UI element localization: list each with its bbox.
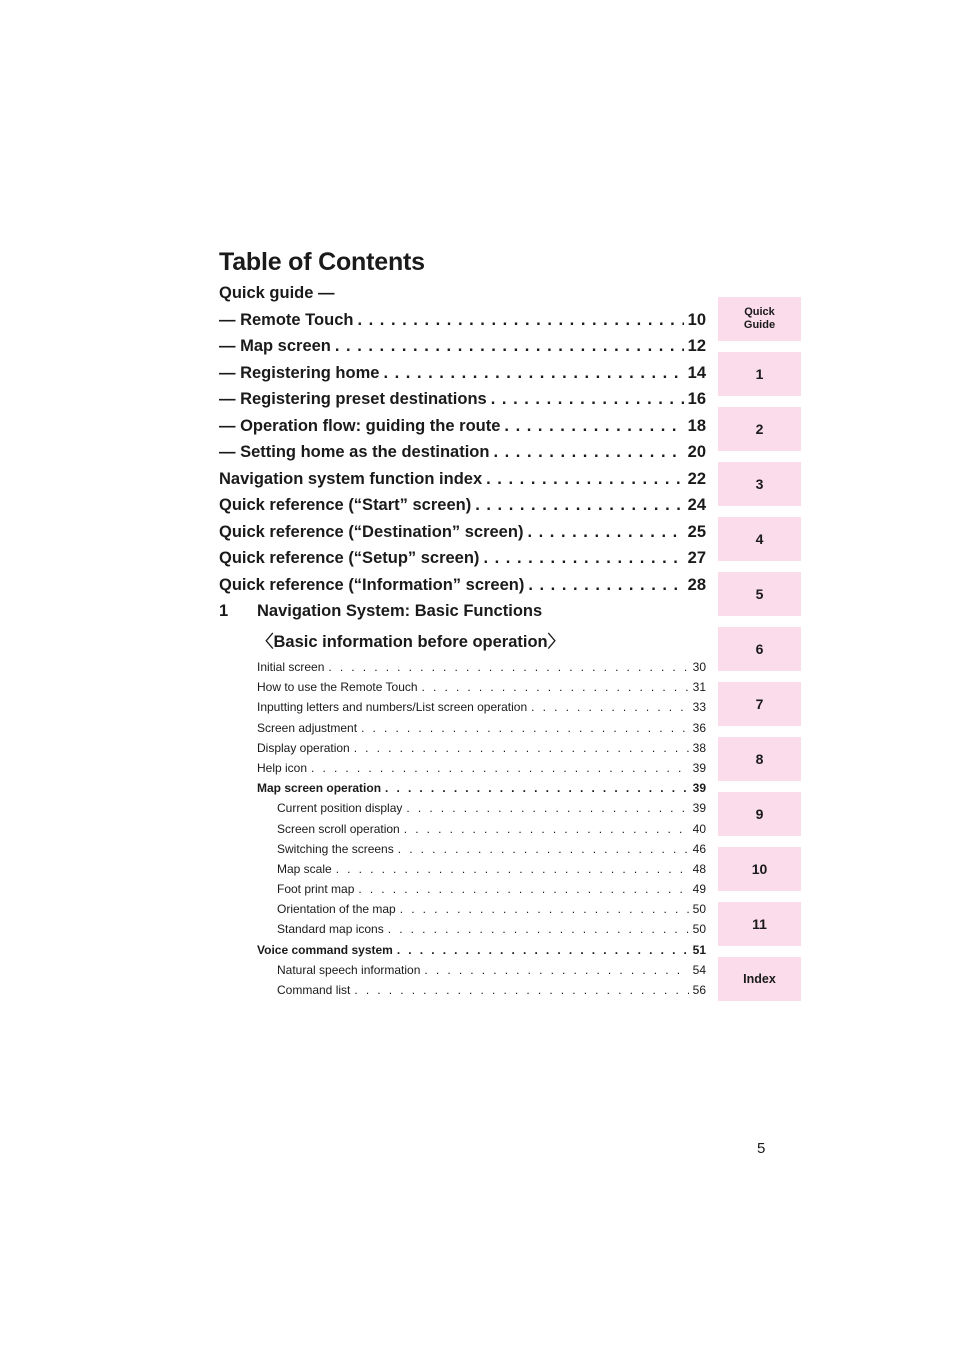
toc-entry-page: 33 — [692, 700, 706, 715]
leader-dots — [335, 337, 684, 356]
chapter-subtitle: 〈Basic information before operation〉 — [257, 633, 565, 651]
page-title: Table of Contents — [219, 248, 425, 276]
toc-entry-label: Screen scroll operation — [277, 821, 400, 836]
toc-sub-entry[interactable] — [219, 680, 706, 700]
tab-chapter-11[interactable]: 11 — [718, 902, 801, 946]
leader-dots — [400, 902, 689, 916]
toc-entry-label: — Map screen — [219, 337, 331, 355]
toc-entry-page: 20 — [687, 443, 706, 461]
toc-entry-label: — Remote Touch — [219, 310, 354, 329]
leader-dots — [528, 576, 683, 595]
toc-entry-label: — Registering home — [219, 363, 380, 382]
toc-entry-label: Command list — [277, 983, 351, 997]
leader-dots — [361, 721, 689, 735]
toc-entry-registering-home[interactable] — [219, 364, 706, 391]
toc-sub-sub-entry[interactable] — [219, 801, 706, 821]
toc-entry-page: 38 — [692, 740, 706, 755]
toc-entry-page: 50 — [692, 922, 706, 937]
tab-chapter-2[interactable]: 2 — [718, 407, 801, 451]
leader-dots — [383, 364, 683, 383]
toc-entry-page: 18 — [687, 416, 706, 435]
toc-entry-label: Orientation of the map — [277, 902, 396, 917]
toc-sub-sub-entry[interactable] — [219, 822, 706, 842]
chapter-title: Navigation System: Basic Functions — [257, 602, 543, 620]
leader-dots — [328, 660, 688, 674]
toc-entry-page: 27 — [687, 549, 706, 567]
toc-entry-registering-preset[interactable] — [219, 390, 706, 417]
toc-sub-entry-bold[interactable] — [219, 781, 706, 801]
toc-entry-label: Map scale — [277, 861, 332, 876]
toc-sub-entry[interactable] — [219, 741, 706, 761]
tab-chapter-7[interactable]: 7 — [718, 682, 801, 726]
leader-dots — [404, 822, 689, 836]
toc-entry-label: Switching the screens — [277, 841, 394, 856]
toc-entry-label: Map screen operation — [257, 781, 382, 796]
chapter-heading — [219, 602, 706, 628]
toc-sub-sub-entry[interactable] — [219, 862, 706, 882]
tab-chapter-8[interactable]: 8 — [718, 737, 801, 781]
toc-entry-label: Quick reference (“Setup” screen) — [219, 549, 480, 567]
tab-chapter-10[interactable]: 10 — [718, 847, 801, 891]
toc-sub-entry[interactable] — [219, 721, 706, 741]
toc-entry-label: Inputting letters and numbers/List screen operation — [257, 700, 528, 715]
toc-entry-page: 16 — [687, 390, 706, 408]
leader-dots — [504, 417, 683, 436]
leader-dots — [406, 801, 688, 815]
toc-entry-remote-touch[interactable] — [219, 311, 706, 338]
leader-dots — [531, 700, 688, 714]
tab-chapter-3[interactable]: 3 — [718, 462, 801, 506]
toc-entry-label: Natural speech information — [277, 962, 421, 977]
leader-dots — [424, 963, 688, 977]
leader-dots — [385, 781, 689, 795]
toc-entry-label: Voice command system — [257, 942, 393, 957]
toc-entry-label: Quick reference (“Start” screen) — [219, 496, 472, 514]
toc-sub-entry[interactable] — [219, 700, 706, 720]
toc-entry-label: How to use the Remote Touch — [257, 680, 418, 695]
toc-entry-label: Quick reference (“Information” screen) — [219, 575, 525, 594]
toc-entry-label: — Operation flow: guiding the route — [219, 416, 501, 435]
quick-guide-heading: Quick guide — — [219, 284, 335, 302]
leader-dots — [493, 443, 683, 462]
toc-sub-entry-bold[interactable] — [219, 943, 706, 963]
chapter-number: 1 — [219, 602, 229, 620]
leader-dots — [527, 523, 683, 542]
toc-entry-operation-flow[interactable] — [219, 417, 706, 444]
toc-entry-page: 25 — [687, 522, 706, 541]
leader-dots — [358, 882, 688, 896]
toc-entry-quick-ref-start[interactable] — [219, 496, 706, 523]
toc-entry-page: 51 — [692, 942, 706, 957]
leader-dots — [354, 741, 689, 755]
toc-entry-label: Foot print map — [277, 882, 355, 897]
leader-dots — [486, 470, 684, 489]
toc-entry-page: 39 — [692, 760, 706, 775]
toc-entry-quick-ref-destination[interactable] — [219, 523, 706, 550]
toc-entry-function-index[interactable] — [219, 470, 706, 497]
chapter-tabs — [718, 297, 801, 1012]
toc-entry-label: Help icon — [257, 760, 308, 775]
toc-sub-entry[interactable] — [219, 660, 706, 680]
toc-entry-map-screen[interactable] — [219, 337, 706, 364]
toc-entry-label: Standard map icons — [277, 922, 384, 937]
toc-sub-sub-entry[interactable] — [219, 963, 706, 983]
leader-dots — [483, 549, 683, 568]
toc-entry-label: Current position display — [277, 801, 403, 816]
page-number: 5 — [757, 1140, 766, 1157]
toc-entry-page: 56 — [692, 983, 706, 997]
toc-entry-page: 10 — [687, 310, 706, 329]
leader-dots — [422, 680, 689, 694]
toc-entry-page: 14 — [687, 363, 706, 382]
leader-dots — [397, 943, 689, 957]
toc-entry-page: 40 — [692, 821, 706, 836]
toc-entry-page: 48 — [692, 861, 706, 876]
tab-chapter-1[interactable]: 1 — [718, 352, 801, 396]
tab-chapter-6[interactable]: 6 — [718, 627, 801, 671]
toc-sub-sub-entry[interactable] — [219, 842, 706, 862]
leader-dots — [311, 761, 689, 775]
leader-dots — [491, 390, 684, 409]
tab-chapter-5[interactable]: 5 — [718, 572, 801, 616]
toc-entry-page: 22 — [687, 469, 706, 488]
toc-sub-entry[interactable] — [219, 761, 706, 781]
toc-entry-page: 28 — [687, 575, 706, 594]
leader-dots — [475, 496, 683, 515]
leader-dots — [336, 862, 689, 876]
tab-chapter-9[interactable]: 9 — [718, 792, 801, 836]
toc-entry-page: 49 — [692, 882, 706, 897]
tab-quick-guide[interactable]: Quick Guide — [718, 297, 801, 341]
toc-sub-sub-entry[interactable] — [219, 902, 706, 922]
toc-entry-label: — Setting home as the destination — [219, 443, 490, 461]
toc-entry-label: — Registering preset destinations — [219, 390, 487, 408]
toc-entry-label: Quick reference (“Destination” screen) — [219, 522, 524, 541]
toc-entry-page: 50 — [692, 902, 706, 917]
toc-entry-label: Navigation system function index — [219, 469, 483, 488]
toc-entry-page: 30 — [692, 660, 706, 674]
toc-sub-sub-entry[interactable] — [219, 983, 706, 1003]
toc-entry-page: 12 — [687, 337, 706, 355]
leader-dots — [357, 311, 683, 330]
toc-entry-quick-ref-setup[interactable] — [219, 549, 706, 576]
toc-entry-page: 54 — [692, 962, 706, 977]
toc-entry-label: Screen adjustment — [257, 720, 358, 735]
toc-entry-page: 24 — [687, 496, 706, 514]
toc-entry-setting-home[interactable] — [219, 443, 706, 470]
toc-entry-page: 31 — [692, 680, 706, 695]
table-of-contents — [219, 284, 706, 1003]
tab-index[interactable]: Index — [718, 957, 801, 1001]
leader-dots — [398, 842, 689, 856]
toc-sub-sub-entry[interactable] — [219, 882, 706, 902]
toc-entry-page: 36 — [692, 720, 706, 735]
leader-dots — [354, 983, 688, 997]
toc-entry-page: 39 — [692, 781, 706, 796]
leader-dots — [388, 922, 689, 936]
toc-entry-label: Initial screen — [257, 660, 325, 674]
toc-entry-quick-ref-information[interactable] — [219, 576, 706, 603]
toc-entry-page: 46 — [692, 841, 706, 856]
tab-chapter-4[interactable]: 4 — [718, 517, 801, 561]
toc-entry-label: Display operation — [257, 740, 350, 755]
toc-entry-page: 39 — [692, 801, 706, 816]
toc-sub-sub-entry[interactable] — [219, 922, 706, 942]
